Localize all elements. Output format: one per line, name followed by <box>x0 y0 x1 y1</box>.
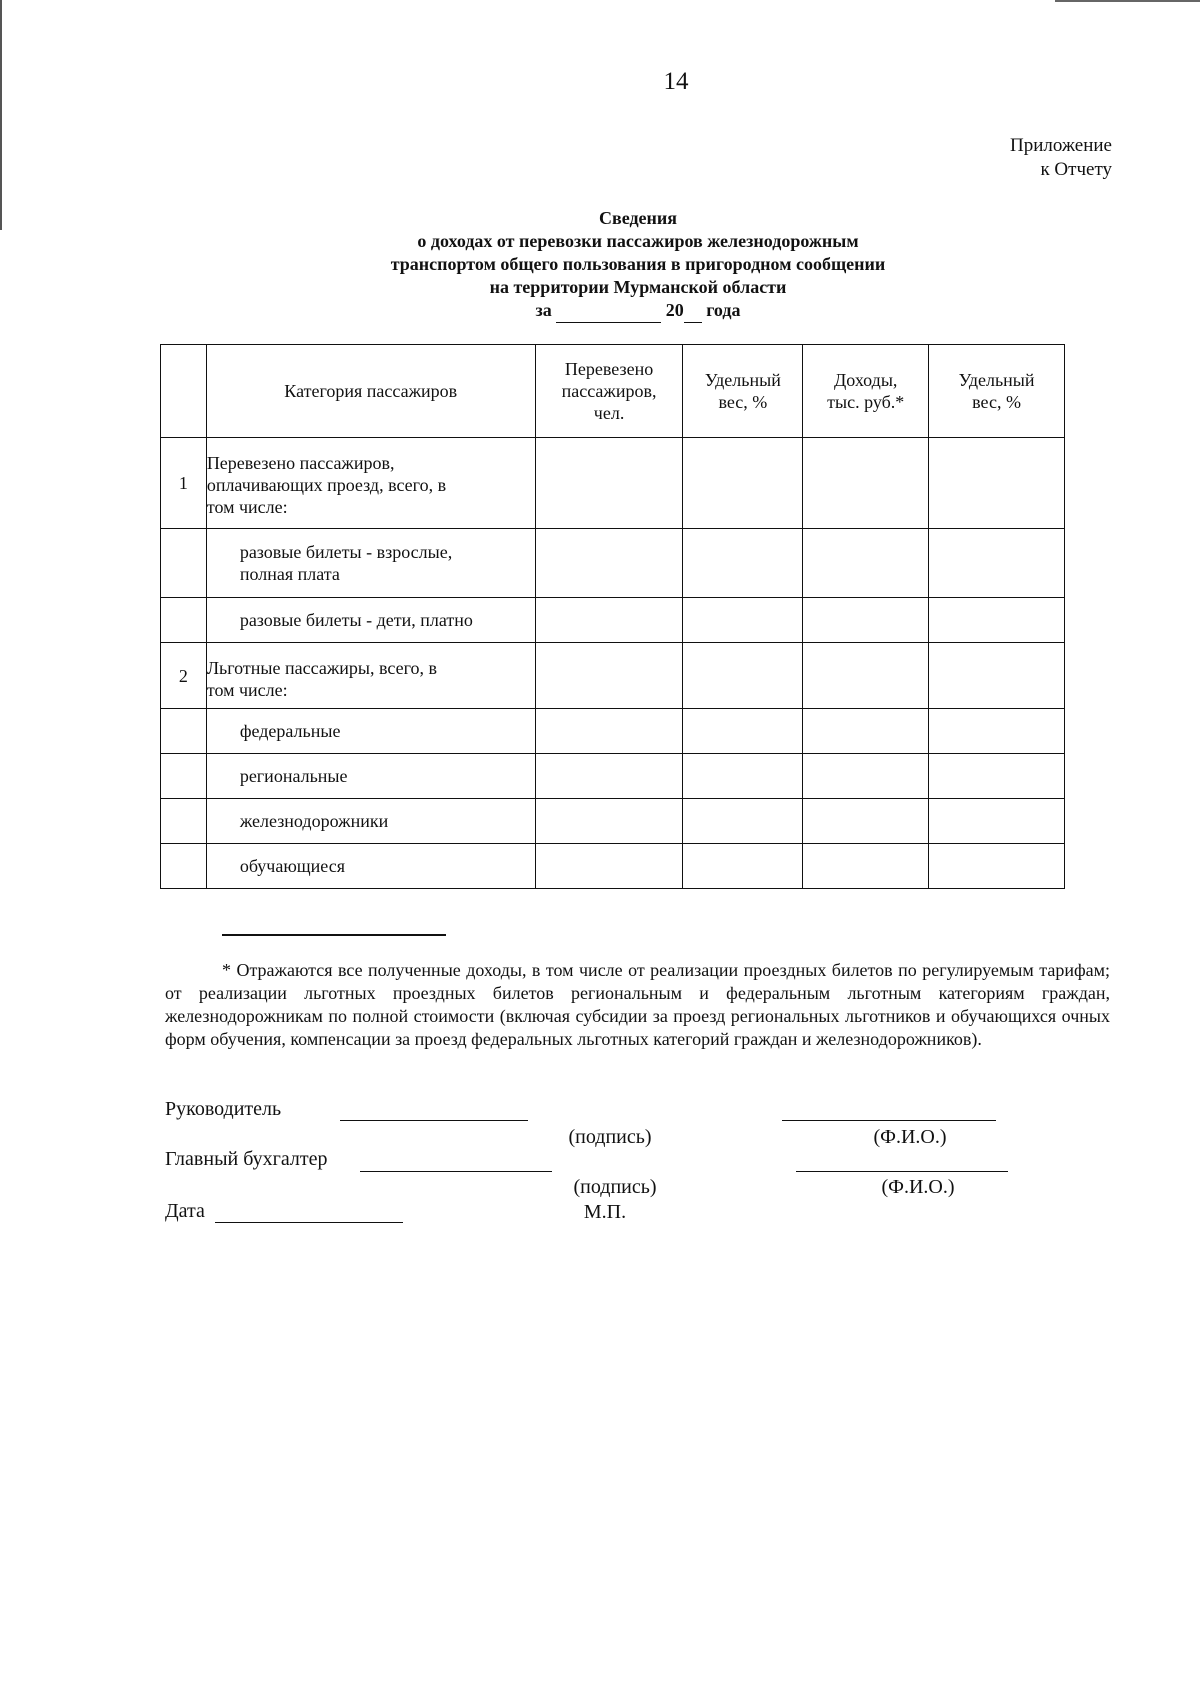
table-row <box>161 598 1065 643</box>
row-category: железнодорожники <box>206 799 535 844</box>
cell-share-2[interactable] <box>929 598 1065 643</box>
cell-share-2[interactable] <box>929 709 1065 754</box>
appendix-line-1: Приложение <box>1010 135 1112 156</box>
cell-income[interactable] <box>803 844 929 889</box>
cell-transported[interactable] <box>535 598 683 643</box>
cell-income[interactable] <box>803 643 929 709</box>
row-number: 2 <box>161 643 207 709</box>
accountant-signature-line[interactable] <box>360 1171 552 1172</box>
date-label: Дата <box>165 1200 205 1222</box>
table-header-row <box>161 345 1065 438</box>
accountant-name-line[interactable] <box>796 1171 1008 1172</box>
cell-share-2[interactable] <box>929 799 1065 844</box>
cell-share-1[interactable] <box>683 754 803 799</box>
appendix-line-2: к Отчету <box>1040 159 1112 180</box>
cell-transported[interactable] <box>535 754 683 799</box>
header-number <box>161 345 207 438</box>
period-year: 20 <box>665 300 684 320</box>
head-signature-line[interactable] <box>340 1120 528 1121</box>
footnote-separator <box>222 934 446 936</box>
cell-income[interactable] <box>803 754 929 799</box>
income-table <box>160 344 1065 889</box>
accountant-label: Главный бухгалтер <box>165 1148 328 1170</box>
cell-share-1[interactable] <box>683 799 803 844</box>
row-category: разовые билеты - дети, платно <box>206 598 535 643</box>
row-number <box>161 799 207 844</box>
cell-transported[interactable] <box>535 709 683 754</box>
cell-transported[interactable] <box>535 438 683 529</box>
document-title <box>330 207 946 323</box>
cell-income[interactable] <box>803 598 929 643</box>
cell-share-1[interactable] <box>683 598 803 643</box>
cell-share-1[interactable] <box>683 643 803 709</box>
cell-share-2[interactable] <box>929 844 1065 889</box>
table-row <box>161 799 1065 844</box>
row-number <box>161 844 207 889</box>
row-category: федеральные <box>206 709 535 754</box>
cell-share-2[interactable] <box>929 643 1065 709</box>
scan-corner-line <box>1055 0 1200 2</box>
cell-transported[interactable] <box>535 844 683 889</box>
row-category: Льготные пассажиры, всего, в том числе: <box>206 643 535 709</box>
table-row <box>161 643 1065 709</box>
table-row <box>161 844 1065 889</box>
cell-income[interactable] <box>803 529 929 598</box>
cell-share-2[interactable] <box>929 438 1065 529</box>
row-number <box>161 709 207 754</box>
cell-income[interactable] <box>803 709 929 754</box>
row-number <box>161 529 207 598</box>
title-line-4: на территории Мурманской области <box>489 277 787 297</box>
head-name-caption: (Ф.И.О.) <box>873 1126 947 1148</box>
period-prefix: за <box>535 300 552 320</box>
header-category: Категория пассажиров <box>206 345 535 438</box>
cell-transported[interactable] <box>535 799 683 844</box>
row-category: разовые билеты - взрослые, полная плата <box>206 529 535 598</box>
head-signature-caption: (подпись) <box>568 1126 652 1148</box>
header-income: Доходы, тыс. руб.* <box>803 345 929 438</box>
cell-share-2[interactable] <box>929 529 1065 598</box>
header-share-2: Удельный вес, % <box>929 345 1065 438</box>
row-category: региональные <box>206 754 535 799</box>
accountant-signature-caption: (подпись) <box>573 1176 657 1198</box>
table-row <box>161 529 1065 598</box>
row-number <box>161 754 207 799</box>
title-line-3: транспортом общего пользования в пригородном сообщении <box>390 254 886 274</box>
cell-share-1[interactable] <box>683 529 803 598</box>
cell-income[interactable] <box>803 438 929 529</box>
header-transported: Перевезено пассажиров, чел. <box>535 345 683 438</box>
table-row <box>161 709 1065 754</box>
header-share-1: Удельный вес, % <box>683 345 803 438</box>
period-blank[interactable] <box>556 299 661 323</box>
head-name-line[interactable] <box>782 1120 996 1121</box>
footnote-text: * Отражаются все полученные доходы, в том числе от реализации проездных билетов по регулируемым тарифам; от реализации льготных проездных билетов региональным и федеральным льготным категориям граждан, железнодорожникам по полной стоимости (включая субсидии за проезд региональных льготников и обучающихся очных форм обучения, компенсации за проезд федеральных льготных категорий граждан и железнодорожников). <box>165 960 1110 1049</box>
date-line[interactable] <box>215 1222 403 1223</box>
title-line-2: о доходах от перевозки пассажиров железнодорожным <box>417 231 859 251</box>
page-number: 14 <box>663 68 689 95</box>
cell-share-1[interactable] <box>683 709 803 754</box>
cell-share-1[interactable] <box>683 438 803 529</box>
row-number <box>161 598 207 643</box>
accountant-name-caption: (Ф.И.О.) <box>881 1176 955 1198</box>
period-suffix: года <box>706 300 741 320</box>
title-line-1: Сведения <box>598 208 678 228</box>
title-period <box>330 299 946 323</box>
head-label: Руководитель <box>165 1098 282 1120</box>
stamp-label: М.П. <box>583 1201 627 1223</box>
appendix-label <box>1010 134 1112 182</box>
table-row <box>161 754 1065 799</box>
row-category: Перевезено пассажиров, оплачивающих проезд, всего, в том числе: <box>206 438 535 529</box>
cell-transported[interactable] <box>535 529 683 598</box>
cell-transported[interactable] <box>535 643 683 709</box>
row-category: обучающиеся <box>206 844 535 889</box>
table-row <box>161 438 1065 529</box>
cell-share-2[interactable] <box>929 754 1065 799</box>
cell-share-1[interactable] <box>683 844 803 889</box>
year-blank[interactable] <box>684 299 702 323</box>
scan-edge-line <box>0 0 5 230</box>
cell-income[interactable] <box>803 799 929 844</box>
row-number: 1 <box>161 438 207 529</box>
